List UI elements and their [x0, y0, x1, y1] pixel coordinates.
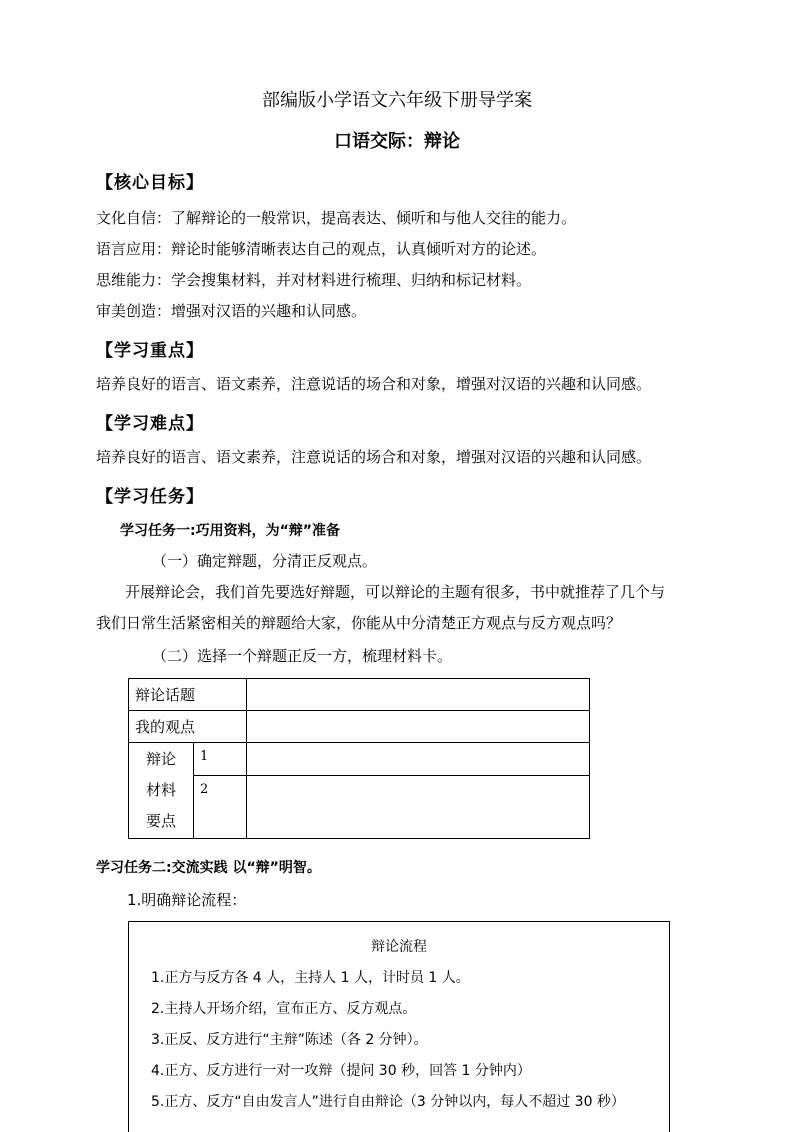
view-input-cell[interactable]: [247, 711, 590, 743]
goal-item: 思维能力：学会搜集材料，并对材料进行梳理、归纳和标记材料。: [96, 271, 532, 289]
flow-step: 3.正反、反方进行“主辩”陈述（各 2 分钟）。: [151, 1032, 428, 1048]
heading-difficulty: 【学习难点】: [96, 414, 204, 434]
flow-step: 4.正方、反方进行一对一攻辩（提问 30 秒，回答 1 分钟内）: [151, 1063, 531, 1079]
task1-paragraph-line: 我们日常生活紧密相关的辩题给大家，你能从中分清楚正方观点与反方观点吗？: [96, 614, 622, 632]
flow-title: 辩论流程: [371, 939, 427, 955]
lesson-title: 口语交际：辩论: [334, 131, 460, 152]
goal-item: 语言应用：辩论时能够清晰表达自己的观点，认真倾听对方的论述。: [96, 240, 547, 258]
topic-label: 辩论话题: [129, 679, 247, 711]
task2-title: 学习任务二:交流实践 以“辩”明智。: [96, 860, 321, 876]
material-row-input[interactable]: [247, 743, 590, 776]
material-row-number: 1: [194, 743, 247, 776]
heading-tasks: 【学习任务】: [96, 487, 204, 507]
material-label: [129, 743, 194, 839]
material-label-line: 辩论: [145, 750, 176, 768]
topic-input-cell[interactable]: [247, 679, 590, 711]
flow-step: 5.正方、反方“自由发言人”进行自由辩论（3 分钟以内，每人不超过 30 秒）: [151, 1094, 625, 1110]
document-title: 部编版小学语文六年级下册导学案: [262, 90, 532, 111]
material-label-line: 材料: [145, 781, 176, 799]
heading-core-goal: 【核心目标】: [96, 173, 204, 193]
material-label-line: 要点: [145, 812, 176, 830]
task1-step2: （二）选择一个辩题正反一方，梳理材料卡。: [152, 647, 453, 665]
task1-title: 学习任务一:巧用资料，为“辩”准备: [120, 523, 341, 539]
heading-key-point: 【学习重点】: [96, 341, 204, 361]
flow-step: 1.正方与反方各 4 人，主持人 1 人，计时员 1 人。: [151, 970, 470, 986]
task2-step1: 1.明确辩论流程：: [127, 891, 247, 909]
material-card-table: [128, 678, 590, 839]
view-label: 我的观点: [129, 711, 247, 743]
flow-step: 2.主持人开场介绍，宣布正方、反方观点。: [151, 1001, 417, 1017]
debate-flow-box: [128, 921, 670, 1132]
task1-step1: （一）确定辩题，分清正反观点。: [152, 552, 378, 570]
goal-item: 审美创造：增强对汉语的兴趣和认同感。: [96, 302, 367, 320]
task1-paragraph-line: 开展辩论会，我们首先要选好辩题，可以辩论的主题有很多，书中就推荐了几个与: [125, 583, 666, 601]
material-row-input[interactable]: [247, 776, 590, 839]
difficulty-text: 培养良好的语言、语文素养，注意说话的场合和对象，增强对汉语的兴趣和认同感。: [96, 448, 652, 466]
material-row-number: 2: [194, 776, 247, 839]
goal-item: 文化自信：了解辩论的一般常识，提高表达、倾听和与他人交往的能力。: [96, 209, 577, 227]
key-point-text: 培养良好的语言、语文素养，注意说话的场合和对象，增强对汉语的兴趣和认同感。: [96, 375, 652, 393]
